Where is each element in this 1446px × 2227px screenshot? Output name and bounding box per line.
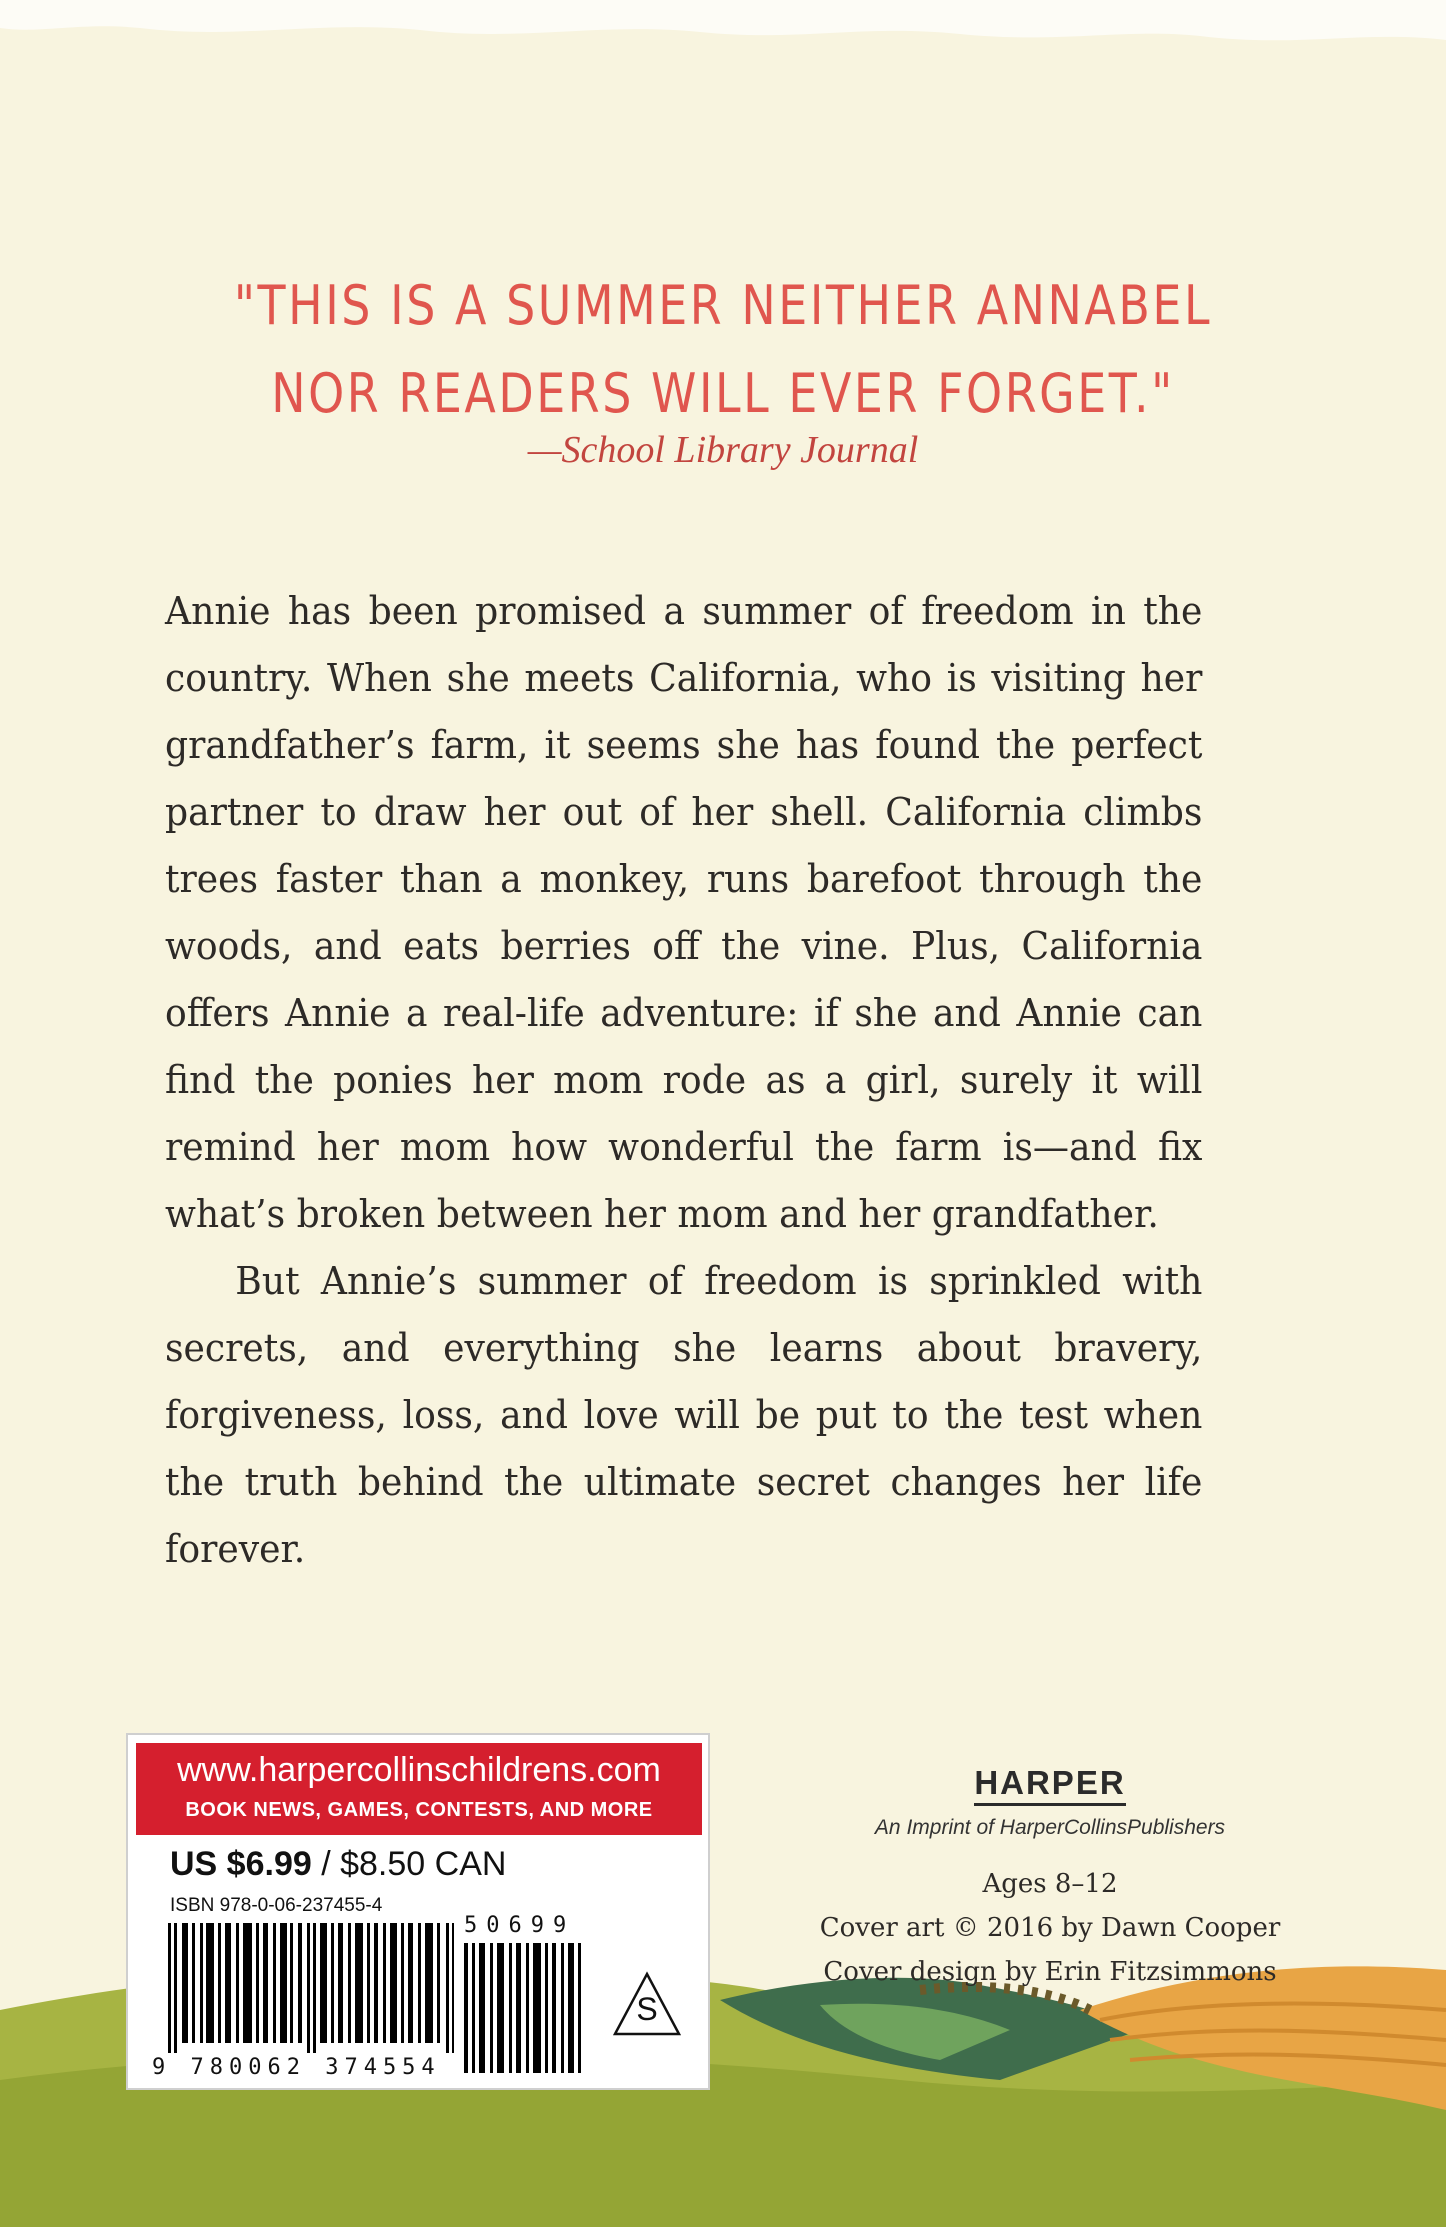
website-url: www.harpercollinschildrens.com <box>177 1751 661 1789</box>
review-quote <box>219 262 1227 438</box>
quote-line-1: "THIS IS A SUMMER NEITHER ANNABEL <box>233 274 1213 337</box>
s-mark-letter: S <box>636 1991 658 2027</box>
book-blurb <box>165 578 1202 1583</box>
price-us: US $6.99 <box>170 1845 312 1883</box>
blurb-paragraph-2: But Annie’s summer of freedom is sprinkled with secrets, and everything she learns about bravery, forgiveness, loss, and love will be put to the test when the truth behind the ultimate secret changes her life forever. <box>165 1259 1203 1571</box>
quote-attribution: —School Library Journal <box>527 429 919 471</box>
publisher-info <box>770 1764 1330 1994</box>
age-range: Ages 8–12 <box>982 1869 1118 1899</box>
website-tagline: BOOK NEWS, GAMES, CONTESTS, AND MORE <box>185 1799 653 1821</box>
addon-digits: 50699 <box>464 1913 576 1938</box>
imprint-logo: HARPER <box>974 1764 1125 1806</box>
website-banner <box>136 1743 702 1835</box>
isbn: ISBN 978-0-06-237455-4 <box>170 1895 383 1916</box>
barcode-digits: 9 780062 374554 <box>152 2055 441 2080</box>
cover-art-credit: Cover art © 2016 by Dawn Cooper <box>819 1913 1281 1943</box>
barcode <box>168 1923 454 2053</box>
addon-barcode <box>464 1943 594 2073</box>
price <box>170 1845 506 1884</box>
blurb-paragraph-1: Annie has been promised a summer of freedom in the country. When she meets California, who is visiting her grandfather’s farm, it seems she has found the perfect partner to draw her out of her shell. California climbs trees faster than a monkey, runs barefoot through the woods, and eats berries off the vine. Plus, California offers Annie a real-life adventure: if she and Annie can find the ponies her mom rode as a girl, surely it will remind her mom how wonderful the farm is—and fix what’s broken between her mom and her grandfather. <box>165 589 1203 1236</box>
s-mark-icon <box>612 1971 682 2041</box>
quote-line-2: NOR READERS WILL EVER FORGET." <box>271 362 1175 425</box>
imprint-note: An Imprint of HarperCollinsPublishers <box>874 1816 1226 1839</box>
price-can: / $8.50 CAN <box>311 1845 507 1883</box>
cover-design-credit: Cover design by Erin Fitzsimmons <box>823 1957 1277 1987</box>
price-sticker <box>126 1733 710 2090</box>
top-band <box>0 0 1446 70</box>
